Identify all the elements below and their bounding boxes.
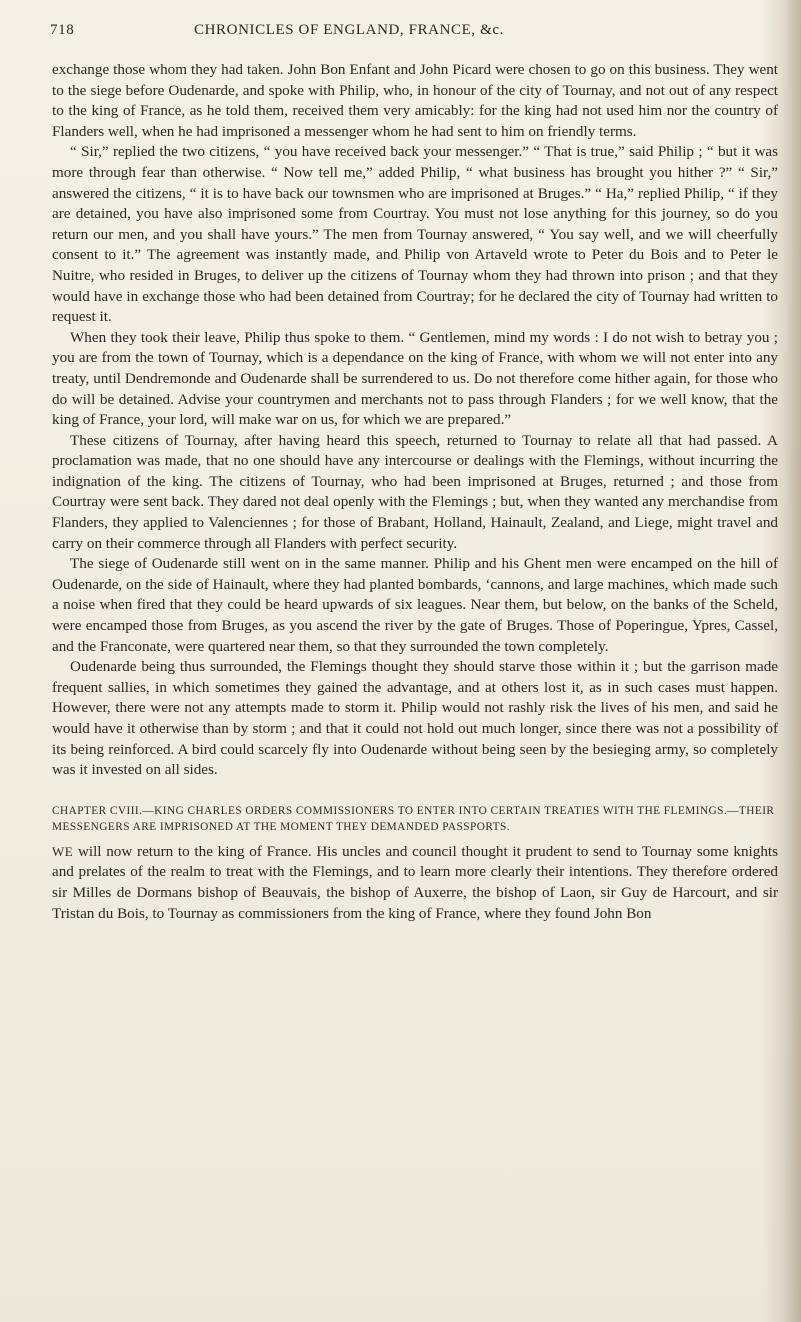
paragraph: These citizens of Tournay, after having heard this speech, returned to Tournay to relate all that had passed. A proclamation was made, that no one should have any intercourse or dealings with the Flemings, without incurring the indignation of the king. The citizens of Tournay, who had been imprisoned at Bruges, returned ; and those from Courtray were sent back. They dared not deal openly with the Flemings ; but, when they wanted any merchandise from Flanders, they applied to Valenciennes ; for those of Brabant, Holland, Hainault, Zealand, and Liege, might travel and carry on their commerce through all Flanders with perfect security. xyxy=(52,431,778,552)
paragraph-rest: will now return to the king of France. His uncles and council thought it prudent to send to Tournay some knights and prelates of the realm to treat with the Flemings, and to learn more clearly their intentions. They therefore ordered sir Milles de Dormans bishop of Beauvais, the bishop of Auxerre, the bishop of Laon, sir Guy de Harcourt, and sir Tristan du Bois, to Tournay as commissioners from the king of France, where they found John Bon xyxy=(52,842,778,922)
paragraph: “ Sir,” replied the two citizens, “ you have received back your messenger.” “ That is true,” said Philip ; “ but it was more through fear than otherwise. “ Now tell me,” added Philip, “ what business has brought you hither ?” “ Sir,” answered the citizens, “ it is to have back our townsmen who are imprisoned at Bruges.” “ Ha,” replied Philip, “ if they are detained, you have also imprisoned some from Courtray. You must not lose anything for this journey, so do you return our men, and you shall have yours.” The men from Tournay answered, “ You say well, and we will cheerfully consent to it.” The agreement was instantly made, and Philip von Artaveld wrote to Peter du Bois and to Peter le Nuitre, who resided in Bruges, to deliver up the citizens of Tournay whom they had thrown into prison ; and that they would have in exchange those who had been detained from Courtray; for he declared the city of Tournay had written to request it. xyxy=(52,143,778,326)
body-text xyxy=(52,60,778,924)
running-head xyxy=(50,22,771,46)
chapter-heading: CHAPTER CVIII.—KING CHARLES ORDERS COMMISSIONERS TO ENTER INTO CERTAIN TREATIES WITH THE FLEMINGS.—THEIR MESSENGERS ARE IMPRISONED AT THE MOMENT THEY DEMANDED PASSPORTS. xyxy=(52,804,775,834)
running-title: CHRONICLES OF ENGLAND, FRANCE, &c. xyxy=(194,22,504,38)
page-edge-shadow xyxy=(783,0,801,1322)
paragraph: Oudenarde being thus surrounded, the Flemings thought they should starve those within it ; but the garrison made frequent sallies, in which sometimes they gained the advantage, and at others lost it, as in such cases must happen. However, there were not any attempts made to storm it. Philip would not rashly risk the lives of his men, and said he would have it otherwise than by storm ; and that it could not hold out much longer, since there was not a possibility of its being reinforced. A bird could scarcely fly into Oudenarde without being seen by the besieging army, so completely was it invested on all sides. xyxy=(52,658,778,779)
paragraph: The siege of Oudenarde still went on in the same manner. Philip and his Ghent men were encamped on the hill of Oudenarde, on the side of Hainault, where they had planted bombards, ‘cannons, and large machines, which made such a noise when fired that they could be heard upwards of six leagues. Near them, but below, on the banks of the Scheld, were encamped those from Bruges, as you ascend the river by the gate of Bruges. Those of Poperingue, Ypres, Cassel, and the Franconate, were quartered near them, so that they surrounded the town completely. xyxy=(52,555,778,655)
paragraph-lead-word: WE xyxy=(52,843,74,859)
paragraph: exchange those whom they had taken. John Bon Enfant and John Picard were chosen to go on this business. They went to the siege before Oudenarde, and spoke with Philip, who, in honour of the city of Tournay, and not out of any respect to the king of France, as he told them, received them very amicably: for the king had not used him nor the country of Flanders well, when he had imprisoned a messenger whom he had sent to him on friendly terms. xyxy=(52,61,778,140)
page-number: 718 xyxy=(50,22,75,38)
chapter-opening-paragraph xyxy=(52,842,778,924)
paragraph: When they took their leave, Philip thus spoke to them. “ Gentlemen, mind my words : I do not wish to betray you ; you are from the town of Tournay, which is a dependance on the king of France, with whom we will not enter into any treaty, until Dendremonde and Oudenarde shall be surrendered to us. Do not therefore come hither again, for those who do will be detained. Advise your countrymen and merchants not to pass through Flanders ; for we well know, that the king of France, your lord, will make war on us, for which we are prepared.” xyxy=(52,328,778,429)
